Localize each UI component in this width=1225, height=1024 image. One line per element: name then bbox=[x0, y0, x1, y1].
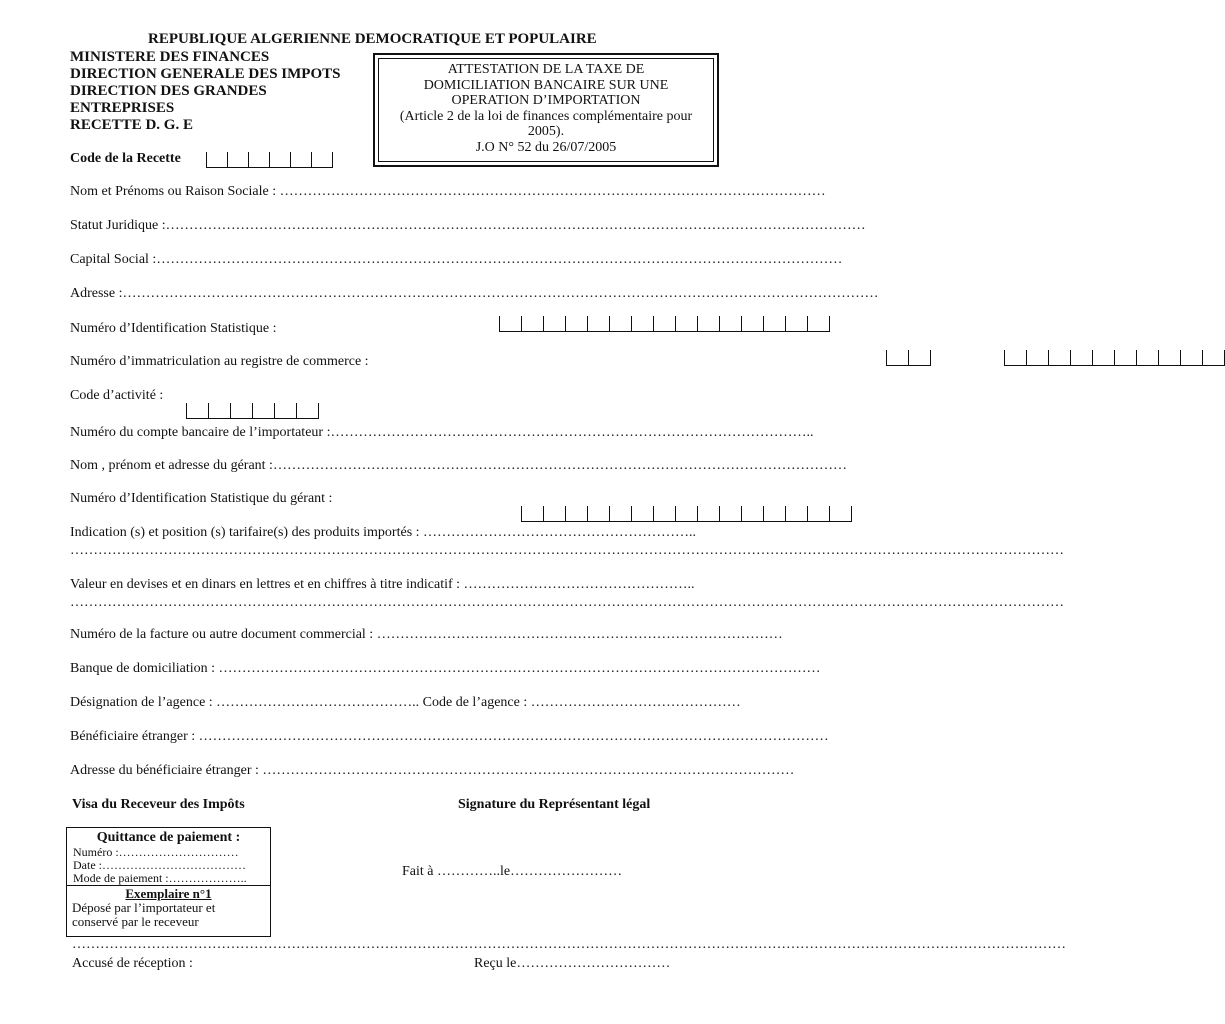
field-facture[interactable]: Numéro de la facture ou autre document commercial : …………………………………………………………………………… bbox=[70, 627, 783, 642]
dge-line-1: DIRECTION DES GRANDES bbox=[70, 83, 267, 99]
attestation-line-5: 2005). bbox=[527, 124, 565, 139]
nis-gerant-boxes[interactable] bbox=[521, 504, 852, 522]
exemplaire-label bbox=[67, 885, 270, 901]
field-gerant[interactable]: Nom , prénom et adresse du gérant :…………………………………………………………………………………………………………… bbox=[70, 458, 847, 473]
field-position-tarifaire-cont[interactable]: …………………………………………………………………………………………………………………………………………………………………………………………… bbox=[70, 543, 1064, 558]
field-beneficiaire[interactable]: Bénéficiaire étranger : ……………………………………………………………………………………………………………………… bbox=[70, 729, 829, 744]
depose-line-1: Déposé par l’importateur et bbox=[72, 900, 216, 915]
field-capital-social[interactable]: Capital Social :………………………………………………………………………………………………………………………………… bbox=[70, 252, 843, 267]
field-nom-raison-sociale[interactable]: Nom et Prénoms ou Raison Sociale : ……………………………………………………………………………………………………… bbox=[70, 184, 826, 199]
accuse-reception-label: Accusé de réception : bbox=[72, 956, 193, 971]
attestation-line-3: OPERATION D’IMPORTATION bbox=[451, 93, 641, 108]
signature-representant-label: Signature du Représentant légal bbox=[458, 797, 651, 812]
attestation-line-4: (Article 2 de la loi de finances complémentaire pour bbox=[399, 108, 693, 124]
recette-line: RECETTE D. G. E bbox=[70, 117, 193, 133]
field-valeur-cont[interactable]: …………………………………………………………………………………………………………………………………………………………………………………………… bbox=[70, 595, 1064, 610]
exemplaire-text: Exemplaire n°1 bbox=[125, 886, 212, 901]
dgi-line: DIRECTION GENERALE DES IMPOTS bbox=[70, 66, 341, 82]
ministry-line: MINISTERE DES FINANCES bbox=[70, 49, 270, 65]
attestation-inner-frame bbox=[378, 58, 714, 162]
field-statut-juridique[interactable]: Statut Juridique :…………………………………………………………………………………………………………………………………… bbox=[70, 218, 866, 233]
field-rc-label: Numéro d’immatriculation au registre de commerce : bbox=[70, 354, 369, 369]
field-adresse-beneficiaire[interactable]: Adresse du bénéficiaire étranger : …………………………………………………………………………………………………… bbox=[70, 763, 795, 778]
rc-boxes-prefix[interactable] bbox=[886, 348, 931, 366]
code-recette-boxes[interactable] bbox=[206, 150, 333, 168]
quittance-numero[interactable]: Numéro :………………………… bbox=[73, 845, 239, 859]
field-agence[interactable]: Désignation de l’agence : …………………………………….. Code de l’agence : ……………………………………… bbox=[70, 695, 741, 710]
attestation-box bbox=[373, 53, 719, 167]
attestation-line-1: ATTESTATION DE LA TAXE DE bbox=[447, 62, 645, 77]
field-banque[interactable]: Banque de domiciliation : ………………………………………………………………………………………………………………… bbox=[70, 661, 821, 676]
quittance-date[interactable]: Date :……………………………… bbox=[73, 858, 246, 872]
fait-a-field[interactable]: Fait à …………..le…………………… bbox=[402, 864, 623, 879]
depose-line-2: conservé par le receveur bbox=[72, 914, 199, 929]
attestation-line-6: J.O N° 52 du 26/07/2005 bbox=[475, 139, 617, 155]
quittance-title: Quittance de paiement : bbox=[96, 830, 241, 845]
field-code-activite-label: Code d’activité : bbox=[70, 388, 164, 403]
recu-le-field[interactable]: Reçu le…………………………… bbox=[474, 956, 671, 971]
rc-boxes-number[interactable] bbox=[1004, 348, 1225, 366]
visa-receveur-label: Visa du Receveur des Impôts bbox=[72, 797, 245, 812]
field-position-tarifaire[interactable]: Indication (s) et position (s) tarifaire(s) des produits importés : ………………………………………………….. bbox=[70, 525, 697, 540]
dge-line-2: ENTREPRISES bbox=[70, 100, 175, 116]
field-adresse[interactable]: Adresse :……………………………………………………………………………………………………………………………………………… bbox=[70, 286, 879, 301]
quittance-mode-paiement[interactable]: Mode de paiement :……………….. bbox=[73, 871, 247, 885]
field-nis-label: Numéro d’Identification Statistique : bbox=[70, 321, 277, 336]
footer-dotted-line: …………………………………………………………………………………………………………………………………………………………………………………………… bbox=[72, 937, 1066, 952]
field-nis-gerant-label: Numéro d’Identification Statistique du gérant : bbox=[70, 491, 333, 506]
nis-boxes[interactable] bbox=[499, 314, 830, 332]
field-compte-bancaire[interactable]: Numéro du compte bancaire de l’importateur :………………………………………………………………………………………….. bbox=[70, 425, 814, 440]
republic-title: REPUBLIQUE ALGERIENNE DEMOCRATIQUE ET POPULAIRE bbox=[148, 31, 597, 47]
code-activite-boxes[interactable] bbox=[186, 401, 319, 419]
field-valeur[interactable]: Valeur en devises et en dinars en lettres et en chiffres à titre indicatif : ………………………………………….. bbox=[70, 577, 695, 592]
quittance-box bbox=[66, 827, 271, 937]
code-recette-label: Code de la Recette bbox=[70, 151, 181, 166]
attestation-line-2: DOMICILIATION BANCAIRE SUR UNE bbox=[423, 77, 669, 93]
